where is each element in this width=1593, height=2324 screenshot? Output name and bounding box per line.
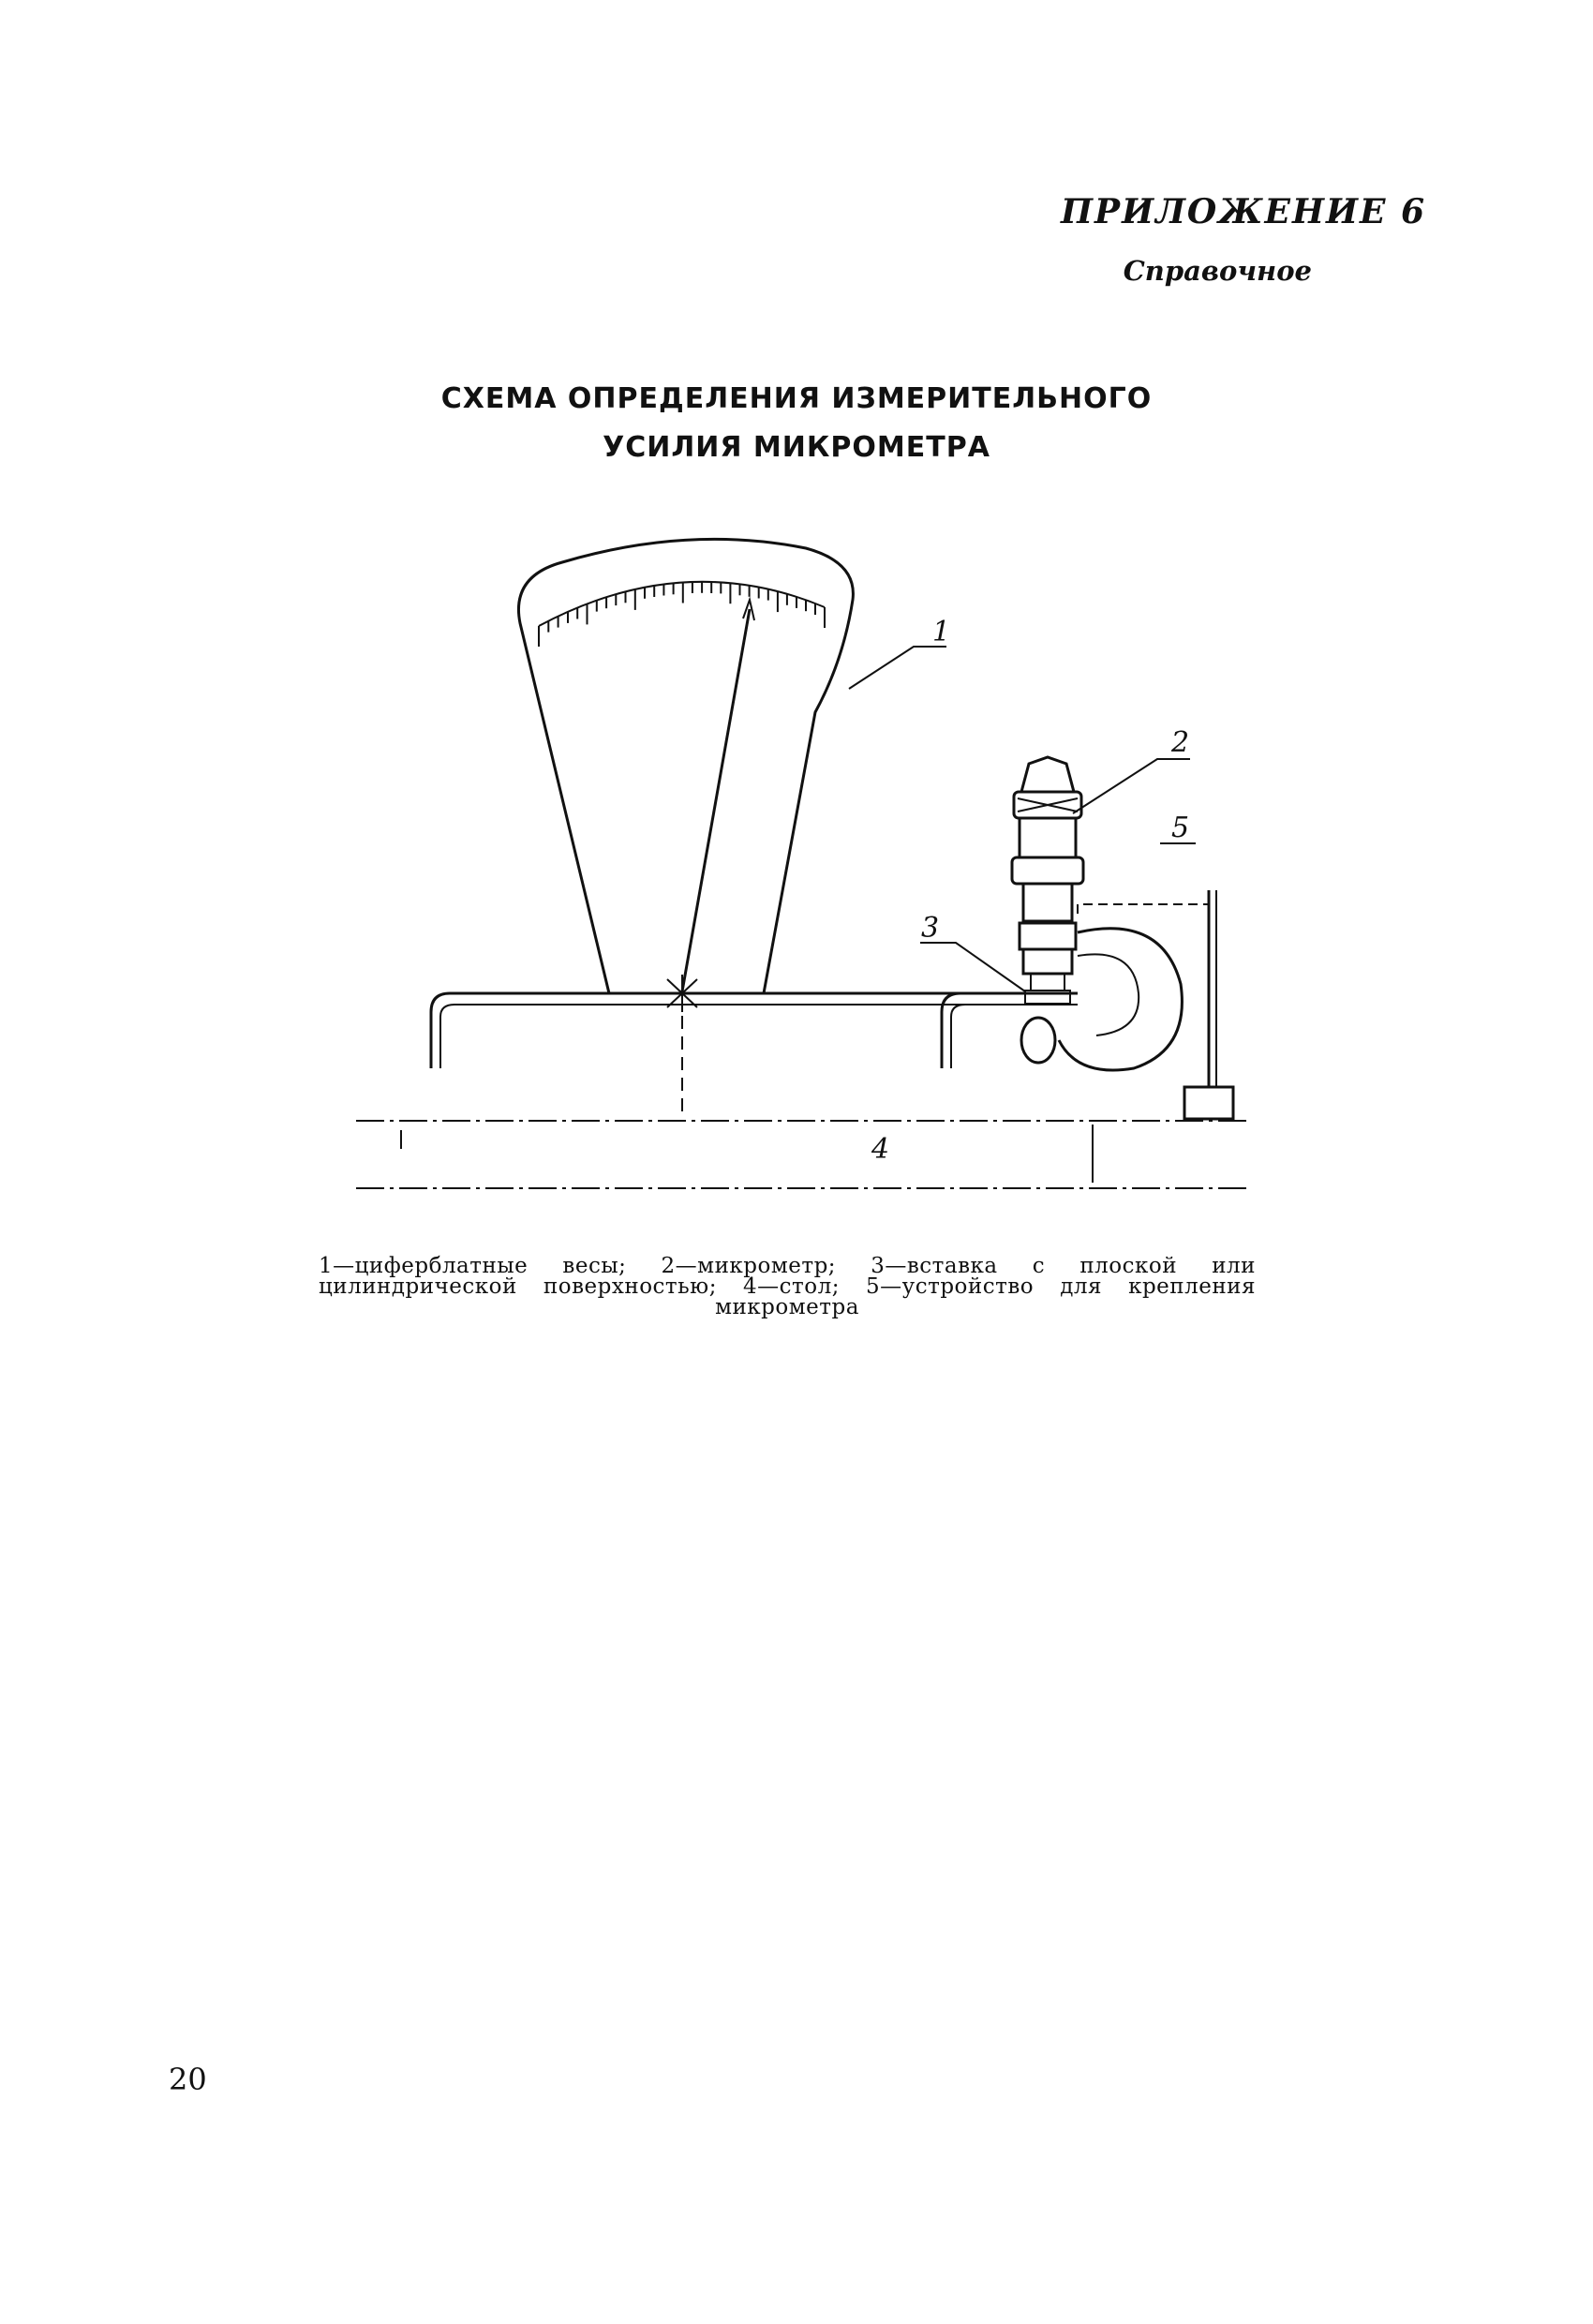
leader-2: [1073, 759, 1190, 813]
micrometer-frame-inner: [1078, 954, 1139, 1035]
figure-title-line-1: СХЕМА ОПРЕДЕЛЕНИЯ ИЗМЕРИТЕЛЬНОГО: [440, 382, 1153, 415]
dial-scales: [518, 539, 853, 993]
label-table: 4: [871, 1133, 890, 1166]
dial-pointer: [682, 609, 750, 991]
leader-1: [849, 647, 946, 689]
micrometer-thimble: [1020, 818, 1076, 857]
figure-title-line-2: УСИЛИЯ МИКРОМЕТРА: [603, 431, 990, 464]
micrometer-ratchet-cap: [1021, 757, 1074, 792]
micrometer-thimble-ring: [1012, 857, 1083, 884]
micrometer-spindle-guide: [1023, 949, 1072, 974]
dial-scale-arc: [539, 582, 825, 626]
micrometer: [1012, 757, 1182, 1070]
platform-bottom: [440, 1005, 1078, 1068]
micrometer-sleeve: [1023, 884, 1072, 921]
appendix-heading: ПРИЛОЖЕНИЕ 6: [1060, 192, 1426, 231]
page-number: 20: [169, 2062, 207, 2097]
micrometer-anvil: [1021, 1018, 1055, 1063]
table: [356, 1121, 1246, 1188]
micrometer-spindle: [1031, 974, 1064, 991]
figure-caption: 1—циферблатные весы; 2—микрометр; 3—вставка с плоской или цилиндрической поверхностью; 4—стол; 5—устройство для крепления микрометра: [319, 1254, 1256, 1319]
leader-3: [920, 943, 1025, 991]
label-mount: 5: [1171, 812, 1190, 844]
micrometer-knurl: [1018, 798, 1078, 812]
mounting-stand: [1078, 890, 1233, 1119]
label-insert: 3: [921, 912, 940, 945]
scale-platform: [431, 975, 1078, 1115]
micrometer-frame: [1059, 929, 1182, 1070]
label-scales: 1: [932, 616, 951, 648]
stand-arm: [1078, 904, 1209, 914]
stand-base: [1184, 1087, 1233, 1119]
micrometer-lock: [1020, 923, 1076, 949]
label-micrometer: 2: [1171, 726, 1190, 759]
dial-scales-body: [518, 539, 853, 993]
platform-right-leg-inner: [951, 1005, 965, 1068]
reference-label: Справочное: [1123, 255, 1312, 287]
